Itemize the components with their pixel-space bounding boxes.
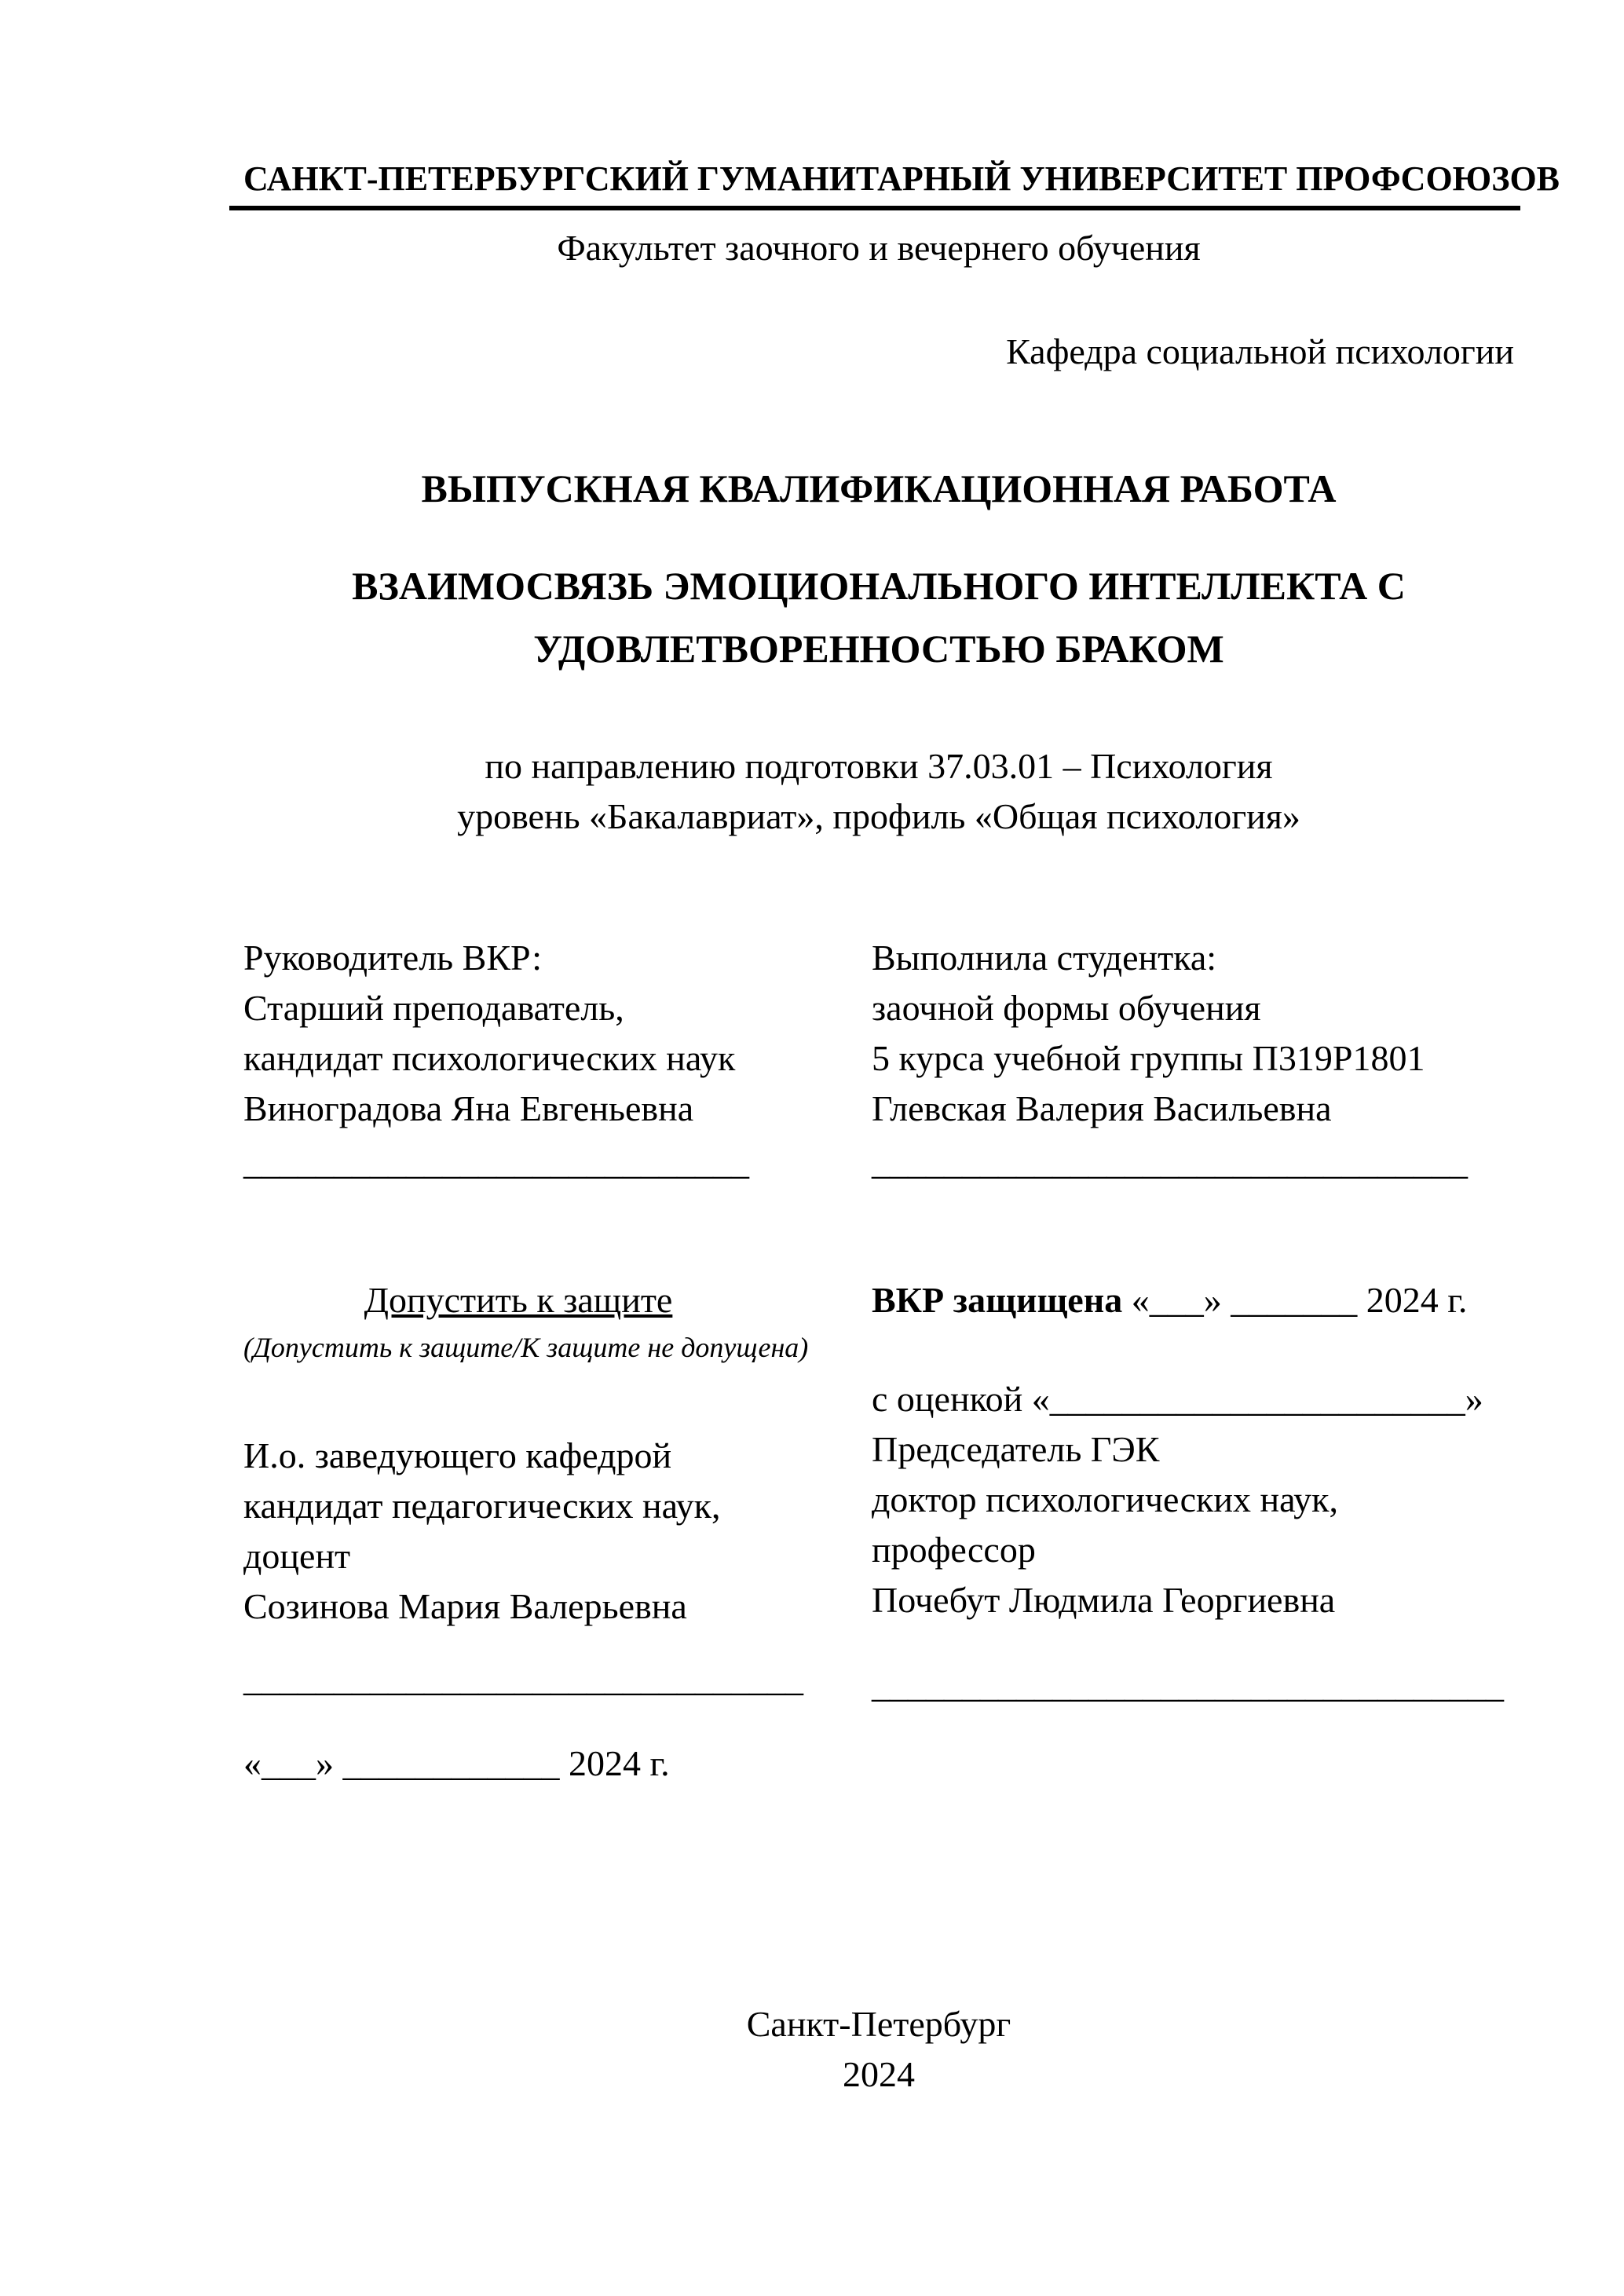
admission-signature-line: _______________________________ bbox=[243, 1658, 803, 1698]
footer-year: 2024 bbox=[843, 2054, 915, 2094]
admission-officer-name: Созинова Мария Валерьевна bbox=[243, 1586, 687, 1626]
header-rule bbox=[229, 206, 1520, 210]
program-direction: по направлению подготовки 37.03.01 – Психология bbox=[485, 746, 1273, 786]
admission-officer-block bbox=[243, 1431, 793, 1632]
student-name: Глевская Валерия Васильевна bbox=[872, 1088, 1332, 1128]
faculty-line: Факультет заочного и вечернего обучения bbox=[557, 228, 1201, 268]
defense-heading bbox=[872, 1275, 1514, 1325]
student-group: 5 курса учебной группы П319Р1801 bbox=[872, 1038, 1425, 1078]
student-label: Выполнила студентка: bbox=[872, 938, 1217, 978]
thesis-title-line1: ВЗАИМОСВЯЗЬ ЭМОЦИОНАЛЬНОГО ИНТЕЛЛЕКТА С bbox=[352, 564, 1406, 608]
supervisor-column bbox=[243, 933, 793, 1187]
defense-signature-line: ___________________________________ bbox=[872, 1665, 1504, 1705]
supervisor-degree: кандидат психологических наук bbox=[243, 1038, 736, 1078]
defense-chair-degree: доктор психологических наук, bbox=[872, 1479, 1339, 1519]
defense-heading-date: «___» _______ 2024 г. bbox=[1122, 1280, 1468, 1320]
defense-heading-bold: ВКР защищена bbox=[872, 1280, 1123, 1320]
footer-city: Санкт-Петербург bbox=[746, 2004, 1011, 2044]
admission-officer-position: И.о. заведующего кафедрой bbox=[243, 1435, 672, 1475]
admission-officer-rank: доцент bbox=[243, 1536, 351, 1576]
thesis-title-line2: УДОВЛЕТВОРЕННОСТЬЮ БРАКОМ bbox=[533, 627, 1224, 671]
work-type-heading: ВЫПУСКНАЯ КВАЛИФИКАЦИОННАЯ РАБОТА bbox=[421, 466, 1337, 510]
admission-heading: Допустить к защите bbox=[364, 1280, 673, 1320]
defense-chair-name: Почебут Людмила Георгиевна bbox=[872, 1580, 1336, 1620]
admission-date-line: «___» ____________ 2024 г. bbox=[243, 1743, 670, 1783]
thesis-title bbox=[243, 554, 1514, 680]
program-info bbox=[243, 741, 1514, 842]
department-line: Кафедра социальной психологии bbox=[1006, 331, 1514, 371]
footer bbox=[243, 1999, 1514, 2100]
student-form: заочной формы обучения bbox=[872, 988, 1261, 1028]
approval-row bbox=[243, 1275, 1514, 1789]
supervisor-signature-line: ____________________________ bbox=[243, 1142, 749, 1182]
defense-column bbox=[872, 1275, 1514, 1710]
admission-officer-degree: кандидат педагогических наук, bbox=[243, 1486, 721, 1526]
student-column bbox=[872, 933, 1514, 1187]
student-signature-line: _________________________________ bbox=[872, 1142, 1468, 1182]
admission-column bbox=[243, 1275, 809, 1789]
people-row bbox=[243, 933, 1514, 1187]
supervisor-label: Руководитель ВКР: bbox=[243, 938, 543, 978]
defense-chair-title: Председатель ГЭК bbox=[872, 1429, 1160, 1469]
university-name: САНКТ-ПЕТЕРБУРГСКИЙ ГУМАНИТАРНЫЙ УНИВЕРСИТЕТ ПРОФСОЮЗОВ bbox=[243, 159, 1560, 198]
program-level: уровень «Бакалавриат», профиль «Общая психология» bbox=[457, 796, 1300, 836]
admission-note: (Допустить к защите/К защите не допущена) bbox=[243, 1332, 809, 1363]
supervisor-position: Старший преподаватель, bbox=[243, 988, 624, 1028]
supervisor-name: Виноградова Яна Евгеньевна bbox=[243, 1088, 694, 1128]
defense-grade-line: с оценкой «_______________________» bbox=[872, 1379, 1483, 1419]
defense-chair-rank: профессор bbox=[872, 1530, 1036, 1570]
